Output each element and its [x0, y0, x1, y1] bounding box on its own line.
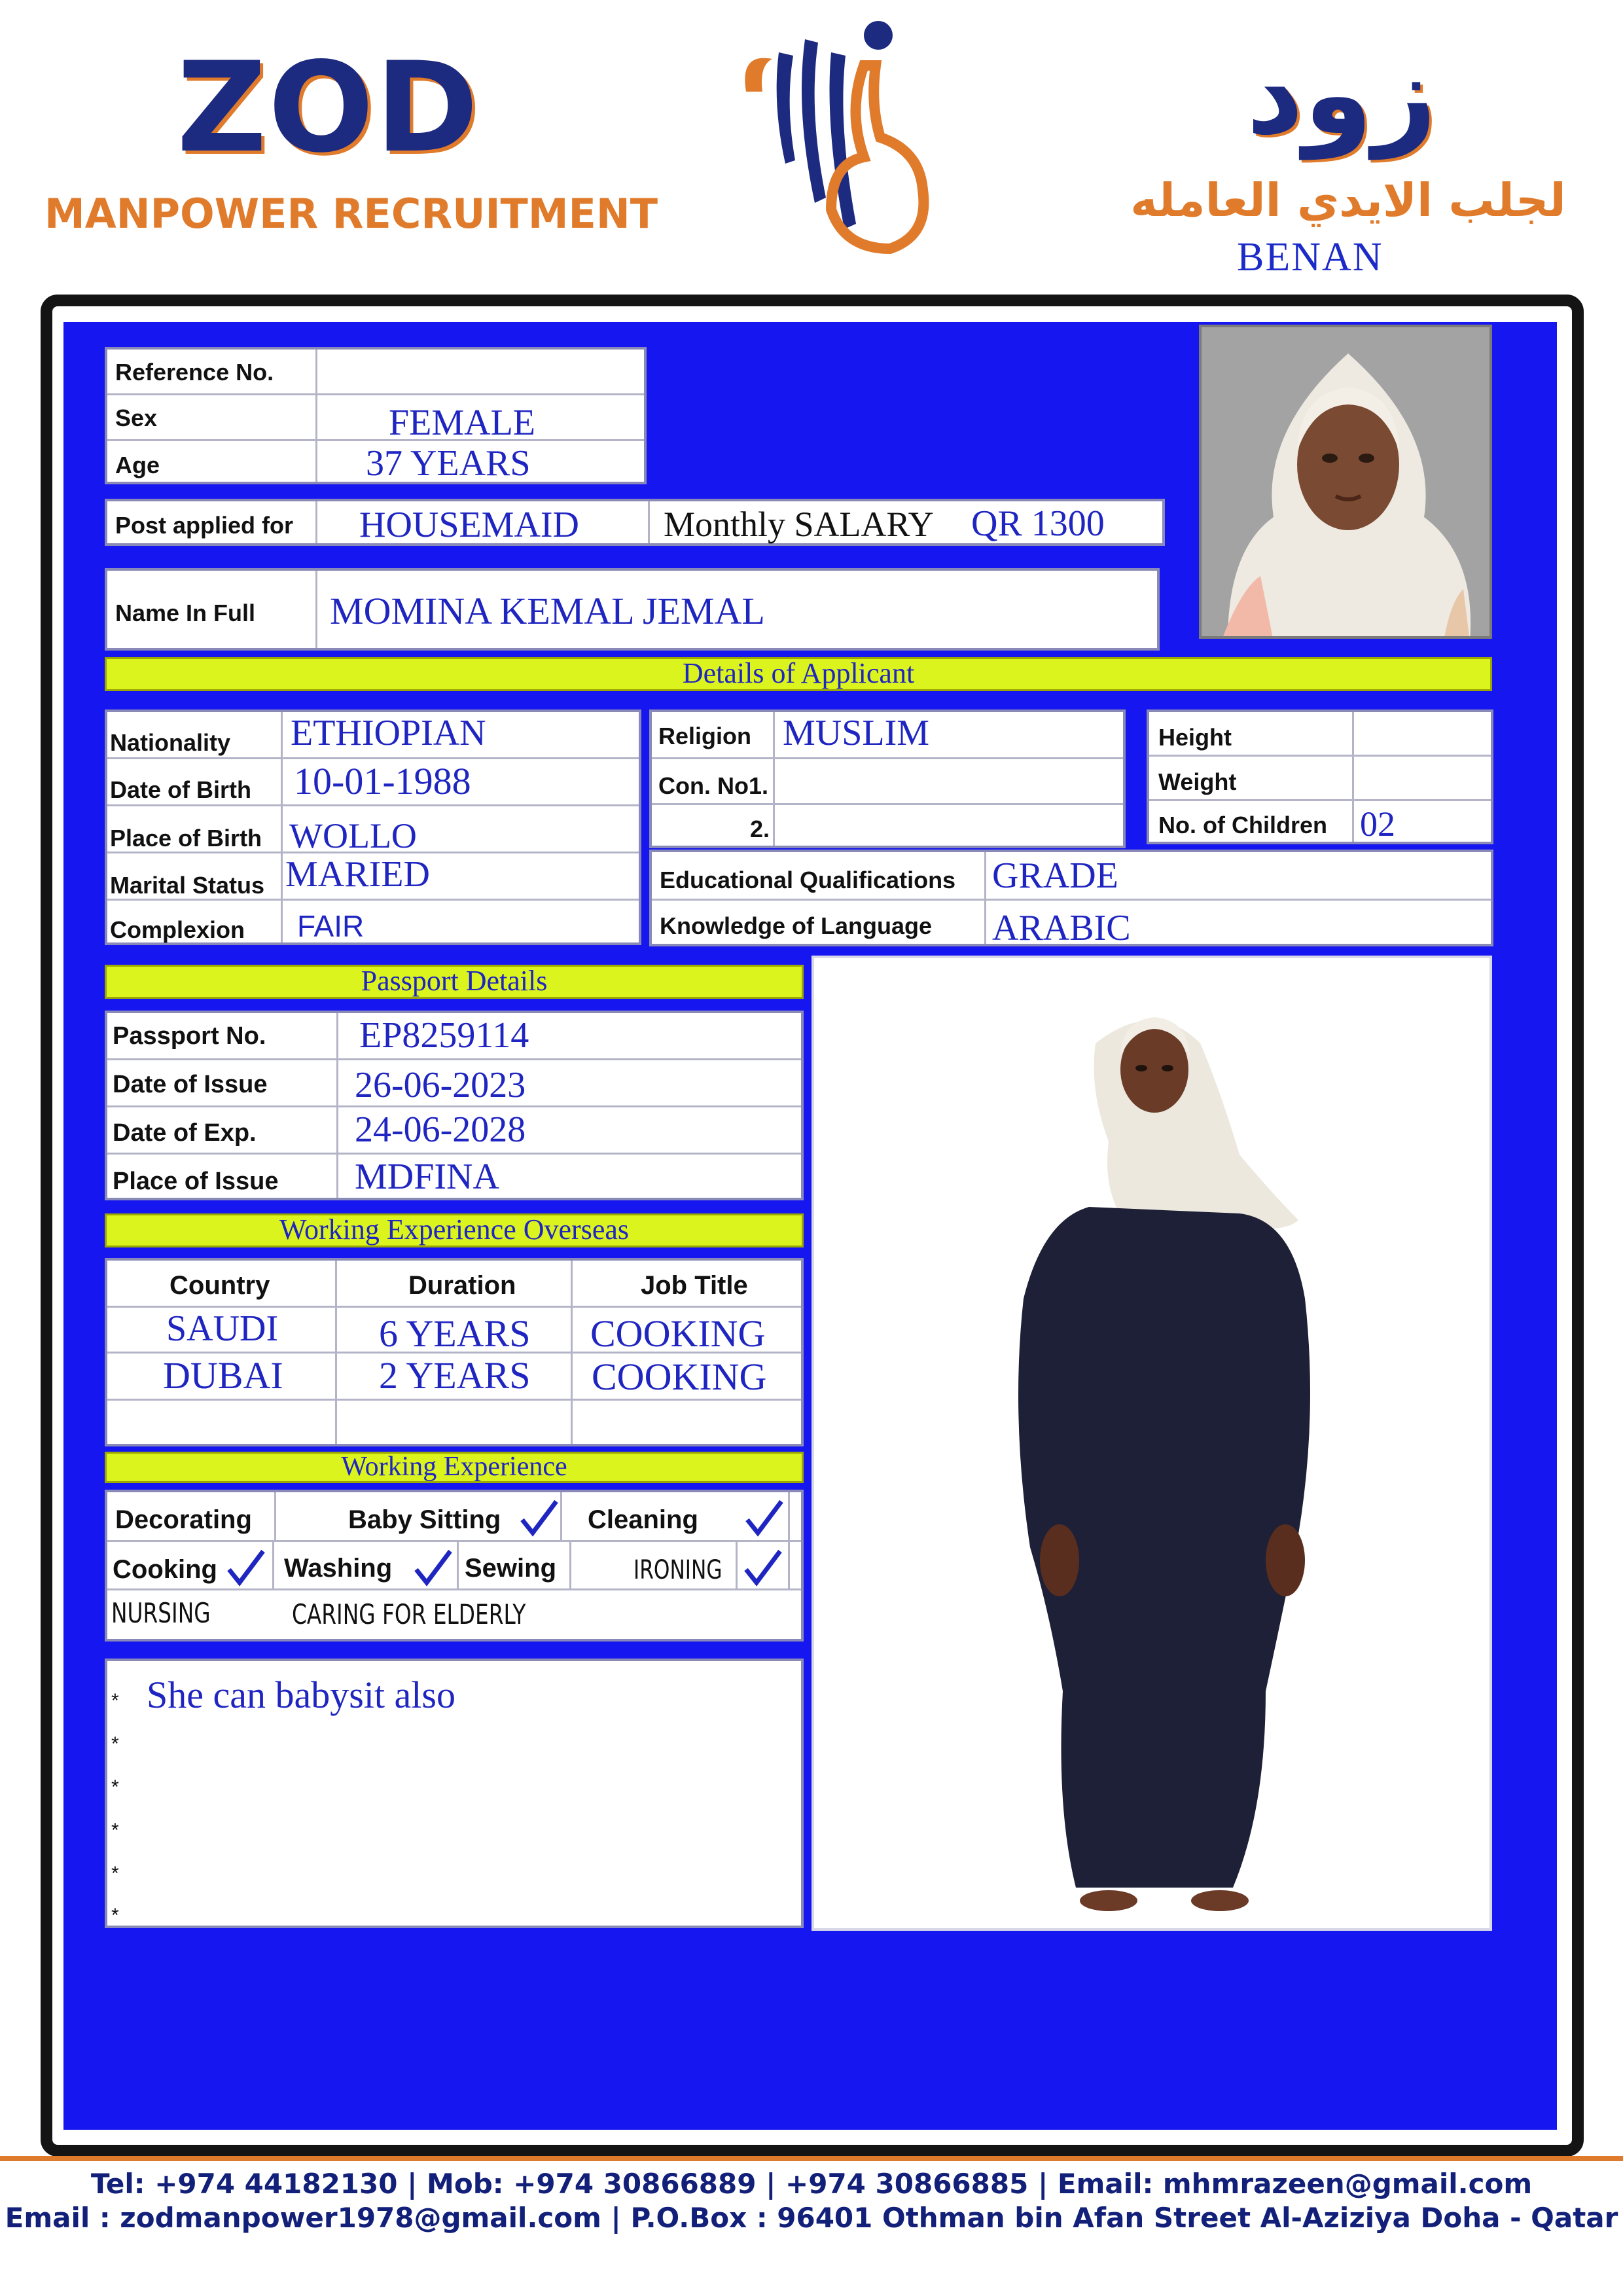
reference-label: Reference No.: [115, 359, 274, 386]
remark-bullet: *: [111, 1733, 119, 1755]
overseas-section-title: Working Experience Overseas: [105, 1213, 804, 1247]
col-duration-header: Duration: [408, 1271, 516, 1300]
con1-label: Con. No1.: [658, 772, 768, 799]
complexion-value: FAIR: [297, 909, 365, 943]
passport-place-label: Place of Issue: [113, 1168, 279, 1195]
brand-subtitle: MANPOWER RECRUITMENT: [45, 190, 658, 238]
con1-row: [652, 759, 1123, 805]
passport-box: [105, 1011, 804, 1200]
religion-label: Religion: [658, 723, 751, 749]
children-label: No. of Children: [1158, 812, 1327, 838]
post-label: Post applied for: [115, 512, 294, 539]
passport-exp-value: 24-06-2028: [355, 1109, 526, 1150]
brand-arabic-logo: زود: [1246, 30, 1437, 160]
skill-nursing: NURSING: [111, 1597, 211, 1629]
remarks-box: [105, 1659, 804, 1928]
dob-label: Date of Birth: [110, 776, 251, 803]
religion-row: [652, 712, 1123, 759]
skill-caring-elderly: CARING FOR ELDERLY: [292, 1598, 526, 1630]
skills-row-3: [107, 1590, 801, 1641]
education-label: Educational Qualifications: [660, 867, 956, 893]
weight-row: [1149, 757, 1491, 801]
sex-label: Sex: [115, 404, 158, 431]
skill-baby-sitting: Baby Sitting: [348, 1505, 501, 1534]
marital-value: MARIED: [285, 854, 430, 895]
skill-ironing: IRONING: [633, 1555, 722, 1585]
age-row: [107, 441, 644, 484]
pob-value: WOLLO: [289, 816, 417, 855]
religion-value: MUSLIM: [783, 713, 930, 753]
pob-row: [107, 806, 639, 853]
passport-exp-label: Date of Exp.: [113, 1119, 257, 1147]
education-value: GRADE: [992, 855, 1118, 896]
footer-contact-line-2: Email : zodmanpower1978@gmail.com | P.O.Box : 96401 Othman bin Afan Street Al-Aziziya Doha - Qatar: [5, 2202, 1618, 2234]
nationality-row: [107, 712, 639, 759]
portrait-photo: [1199, 325, 1492, 639]
remark-line-1: She can babysit also: [147, 1674, 455, 1716]
religion-box: [649, 709, 1126, 848]
salary-label: Monthly SALARY: [664, 505, 934, 544]
passport-issue-row: [107, 1060, 801, 1107]
passport-exp-row: [107, 1107, 801, 1155]
passport-issue-value: 26-06-2023: [355, 1065, 526, 1105]
marital-label: Marital Status: [110, 872, 265, 899]
education-box: [649, 850, 1493, 946]
remark-bullet: *: [111, 1905, 119, 1926]
passport-number-row: [107, 1013, 801, 1060]
overseas-duration: 2 YEARS: [379, 1354, 531, 1397]
weight-label: Weight: [1158, 768, 1237, 795]
passport-section-title: Passport Details: [105, 965, 804, 999]
col-job-header: Job Title: [641, 1271, 748, 1300]
washing-check-icon: [412, 1547, 453, 1588]
remark-bullet: *: [111, 1690, 119, 1712]
dob-value: 10-01-1988: [294, 760, 471, 802]
skill-washing: Washing: [284, 1554, 393, 1583]
skill-cooking: Cooking: [113, 1555, 217, 1584]
skill-cleaning: Cleaning: [588, 1505, 698, 1534]
passport-issue-label: Date of Issue: [113, 1071, 268, 1098]
details-section-title: Details of Applicant: [105, 657, 1492, 691]
full-body-photo: [812, 956, 1492, 1931]
age-label: Age: [115, 452, 160, 478]
age-value: 37 YEARS: [366, 443, 531, 484]
skill-decorating: Decorating: [115, 1505, 252, 1534]
personal-details-box: [105, 709, 641, 945]
overseas-country: DUBAI: [163, 1354, 283, 1397]
children-value: 02: [1360, 804, 1395, 844]
skills-box: [105, 1490, 804, 1641]
sex-value: FEMALE: [389, 403, 535, 443]
table-row: [107, 1401, 801, 1446]
brand-emblem-icon: [733, 13, 936, 262]
passport-place-value: MDFINA: [355, 1157, 499, 1197]
sex-row: [107, 395, 644, 441]
passport-number-label: Passport No.: [113, 1022, 266, 1050]
name-value: MOMINA KEMAL JEMAL: [330, 590, 765, 632]
nationality-value: ETHIOPIAN: [291, 713, 486, 753]
baby-sitting-check-icon: [518, 1498, 559, 1538]
cooking-check-icon: [225, 1547, 266, 1588]
complexion-row: [107, 901, 639, 945]
branch-name: BENAN: [1237, 235, 1383, 279]
table-row: [107, 1354, 801, 1401]
basic-info-box: [105, 347, 647, 484]
footer-divider: [0, 2156, 1623, 2161]
overseas-duration: 6 YEARS: [379, 1312, 531, 1355]
marital-row: [107, 853, 639, 901]
language-row: [652, 901, 1491, 946]
passport-place-row: [107, 1155, 801, 1200]
cleaning-check-icon: [743, 1498, 784, 1538]
education-row: [652, 852, 1491, 901]
table-row: [107, 1308, 801, 1354]
overseas-table: [105, 1258, 804, 1446]
skill-sewing: Sewing: [465, 1554, 557, 1583]
con2-row: [652, 805, 1123, 848]
reference-row: [107, 350, 644, 395]
skills-row-1: [107, 1492, 801, 1542]
overseas-job: COOKING: [590, 1312, 766, 1355]
physical-box: [1147, 709, 1493, 844]
passport-number-value: EP8259114: [359, 1015, 529, 1056]
language-value: ARABIC: [992, 908, 1131, 948]
dob-row: [107, 759, 639, 806]
remark-bullet: *: [111, 1776, 119, 1798]
complexion-label: Complexion: [110, 916, 245, 943]
footer-contact-line-1: Tel: +974 44182130 | Mob: +974 30866889 | +974 30866885 | Email: mhmrazeen@gmail.com: [90, 2168, 1533, 2200]
salary-value: QR 1300: [971, 503, 1105, 544]
remark-bullet: *: [111, 1820, 119, 1841]
name-label: Name In Full: [115, 600, 256, 626]
post-salary-box: [105, 499, 1165, 546]
name-box: [105, 568, 1160, 651]
height-label: Height: [1158, 724, 1232, 751]
ironing-check-icon: [742, 1547, 783, 1588]
nationality-label: Nationality: [110, 729, 231, 756]
overseas-header-row: [107, 1261, 801, 1308]
pob-label: Place of Birth: [110, 825, 262, 852]
height-row: [1149, 712, 1491, 757]
skills-section-title: Working Experience: [105, 1452, 804, 1483]
brand-logo-text: ZOD: [177, 35, 480, 180]
language-label: Knowledge of Language: [660, 912, 933, 939]
post-value: HOUSEMAID: [359, 505, 579, 545]
con2-label: 2.: [750, 816, 770, 842]
children-row: [1149, 801, 1491, 844]
overseas-country: SAUDI: [166, 1308, 279, 1349]
brand-arabic-subtitle: لجلب الايدي العامله: [1130, 173, 1566, 227]
remark-bullet: *: [111, 1863, 119, 1884]
col-country-header: Country: [169, 1271, 270, 1300]
skills-row-2: [107, 1542, 801, 1590]
overseas-job: COOKING: [592, 1355, 767, 1398]
